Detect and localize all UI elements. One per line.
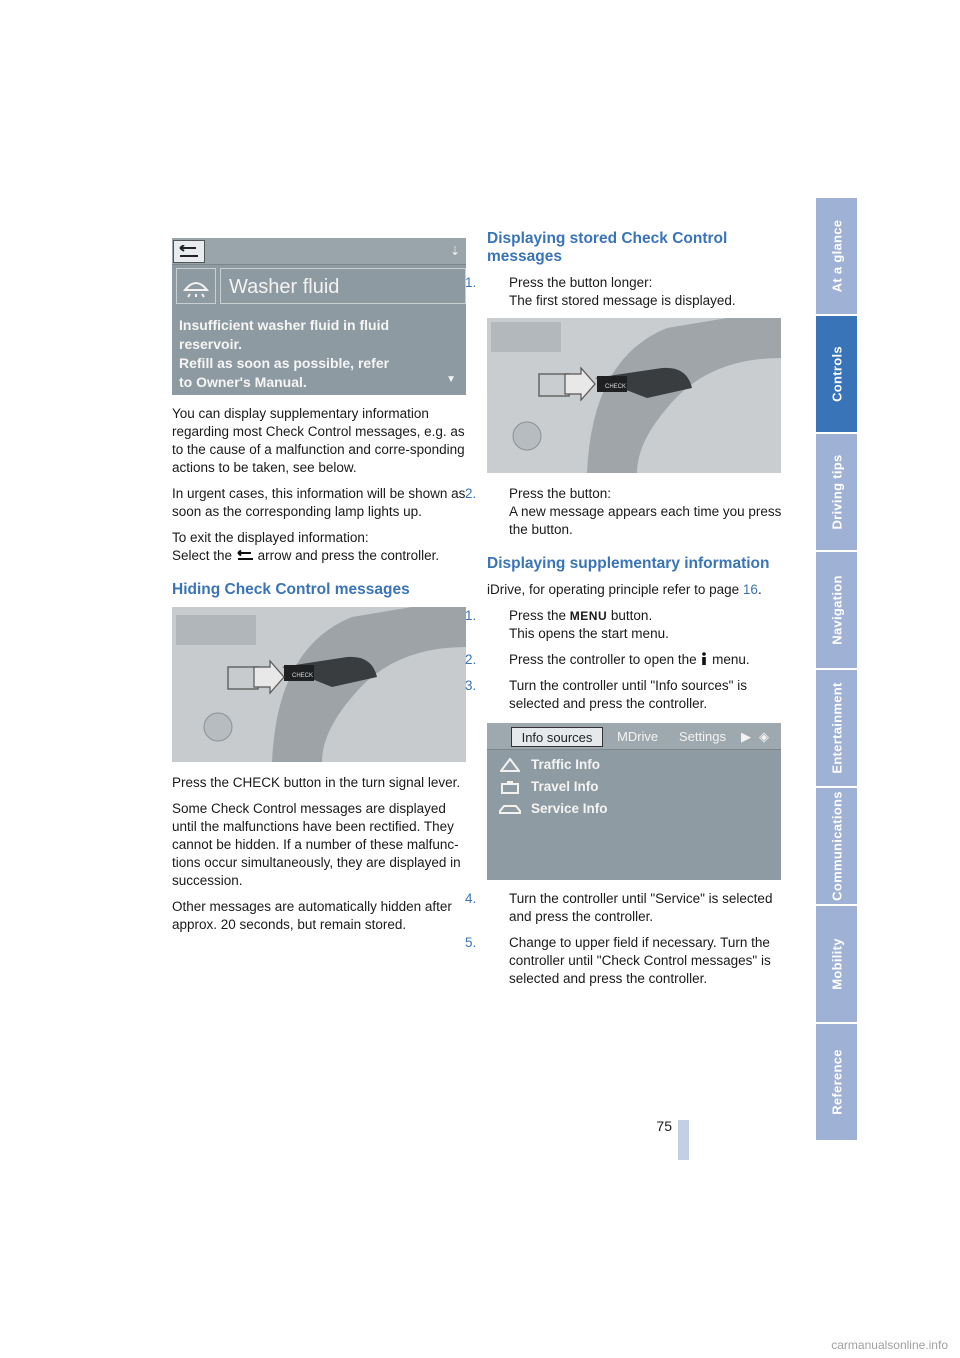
left-column <box>172 238 466 942</box>
step-number: 3. <box>465 678 477 693</box>
traffic-icon <box>499 758 521 772</box>
paragraph: In urgent cases, this information will be shown as soon as the corresponding lamp lights up. <box>172 486 466 519</box>
chapter-tab-reference[interactable] <box>816 1024 857 1142</box>
page-link[interactable]: 16 <box>742 582 758 597</box>
chapter-tab-mobility[interactable] <box>816 906 857 1024</box>
text: Turn the controller until "Service" is selected and press the controller. <box>509 891 773 924</box>
chapter-tabs <box>816 198 857 1142</box>
step-number: 1. <box>465 275 477 290</box>
step-number: 1. <box>465 608 477 623</box>
text: menu. <box>712 652 750 667</box>
washer-fluid-display <box>172 238 466 395</box>
tab-settings[interactable]: Settings <box>679 729 726 744</box>
chapter-tab-at-a-glance[interactable] <box>816 198 857 316</box>
chapter-tab-label: Controls <box>829 346 844 402</box>
page-number-bar <box>678 1120 689 1160</box>
step-number: 2. <box>465 486 477 501</box>
message-line: Refill as soon as possible, refer <box>179 355 390 371</box>
svg-text:CHECK: CHECK <box>605 384 627 390</box>
step <box>465 890 783 926</box>
section-heading: Hiding Check Control messages <box>172 581 410 598</box>
display-top-bar <box>172 238 466 265</box>
chapter-tab-controls[interactable] <box>816 316 857 434</box>
section-heading: Displaying stored Check Control messages <box>487 230 728 265</box>
paragraph: Press the CHECK button in the turn signal lever. <box>172 775 461 790</box>
menu-item-traffic-info[interactable] <box>499 755 600 775</box>
step <box>465 274 783 310</box>
menu-item-label: Travel Info <box>531 779 599 794</box>
text: Press the <box>509 608 567 623</box>
back-arrow-icon <box>173 240 205 263</box>
chapter-tab-communications[interactable] <box>816 788 857 906</box>
text: iDrive, for operating principle refer to page <box>487 582 740 597</box>
watermark: carmanualsonline.info <box>831 1338 948 1352</box>
arrow-right-icon: ▶ <box>741 729 751 744</box>
text: Press the controller to open the <box>509 652 697 667</box>
text: arrow and press the controller. <box>257 548 440 563</box>
chapter-tab-label: Communications <box>829 791 844 901</box>
travel-icon <box>499 780 521 794</box>
svg-text:CHECK: CHECK <box>292 673 314 679</box>
turn-signal-lever-photo <box>487 318 781 473</box>
tab-info-sources[interactable]: Info sources <box>511 727 603 747</box>
chapter-tab-label: At a glance <box>829 219 844 293</box>
step <box>465 934 783 988</box>
text: The first stored message is displayed. <box>509 293 736 308</box>
message-line: reservoir. <box>179 336 243 352</box>
chapter-tab-navigation[interactable] <box>816 552 857 670</box>
display-message <box>179 316 389 392</box>
step <box>465 485 783 539</box>
scroll-down-icon: ⇣ <box>449 244 460 258</box>
text: This opens the start menu. <box>509 626 669 641</box>
step-number: 5. <box>465 935 477 950</box>
right-column <box>465 230 783 996</box>
chapter-tab-entertainment[interactable] <box>816 670 857 788</box>
back-arrow-icon <box>236 550 254 561</box>
tab-mdrive[interactable]: MDrive <box>617 729 659 744</box>
paragraph: iDrive, for operating principle refer to page 16. <box>487 582 762 597</box>
text: A new message appears each time you press the button. <box>509 504 782 537</box>
info-icon <box>700 652 708 665</box>
text: To exit the displayed information: <box>172 530 369 545</box>
turn-signal-lever-photo <box>172 607 466 762</box>
section-heading: Displaying supplementary information <box>487 555 770 572</box>
text: Press the button longer: <box>509 275 653 290</box>
controller-icon: ◈ <box>759 729 769 744</box>
text: button. <box>610 608 653 623</box>
message-line: Insufficient washer fluid in fluid <box>179 317 390 333</box>
paragraph <box>172 529 466 565</box>
scroll-indicator-icon: ▼ <box>446 374 456 385</box>
paragraph: Some Check Control messages are displayed until the malfunctions have been rectified. They cannot be hidden. If a number of these malfunc-tions occur simultaneously, they are displayed in succession. <box>172 801 461 888</box>
message-line: to Owner's Manual. <box>179 374 307 390</box>
paragraph: Other messages are automatically hidden after approx. 20 seconds, but remain stored. <box>172 899 452 932</box>
text: Select the <box>172 548 233 563</box>
menu-item-service-info[interactable] <box>499 799 608 819</box>
step <box>465 607 783 643</box>
chapter-tab-label: Mobility <box>829 938 844 990</box>
chapter-tab-label: Driving tips <box>829 454 844 530</box>
page-number: 75 <box>656 1118 672 1134</box>
step <box>465 677 783 713</box>
text: Turn the controller until "Info sources" is selected and press the controller. <box>509 678 747 711</box>
chapter-tab-label: Entertainment <box>829 682 844 774</box>
menu-item-label: Service Info <box>531 801 608 816</box>
paragraph: You can display supplementary information regarding most Check Control messages, e.g. as to the cause of a malfunction and corre-sponding actions to be taken, see below. <box>172 406 465 475</box>
menu-item-label: Traffic Info <box>531 757 601 772</box>
service-icon <box>499 803 521 815</box>
chapter-tab-label: Reference <box>829 1049 844 1115</box>
text: Press the button: <box>509 486 612 501</box>
display-title: Washer fluid <box>220 268 466 304</box>
menu-bar <box>487 723 781 750</box>
info-sources-display <box>487 723 781 880</box>
menu-item-travel-info[interactable] <box>499 777 599 797</box>
menu-button-label: MENU <box>569 609 608 623</box>
step-number: 2. <box>465 652 477 667</box>
text: Change to upper field if necessary. Turn the controller until "Check Control messages" is selected and press the controller. <box>509 935 771 986</box>
chapter-tab-driving-tips[interactable] <box>816 434 857 552</box>
washer-fluid-icon <box>176 268 216 304</box>
step <box>465 651 783 669</box>
chapter-tab-label: Navigation <box>829 575 844 645</box>
step-number: 4. <box>465 891 477 906</box>
